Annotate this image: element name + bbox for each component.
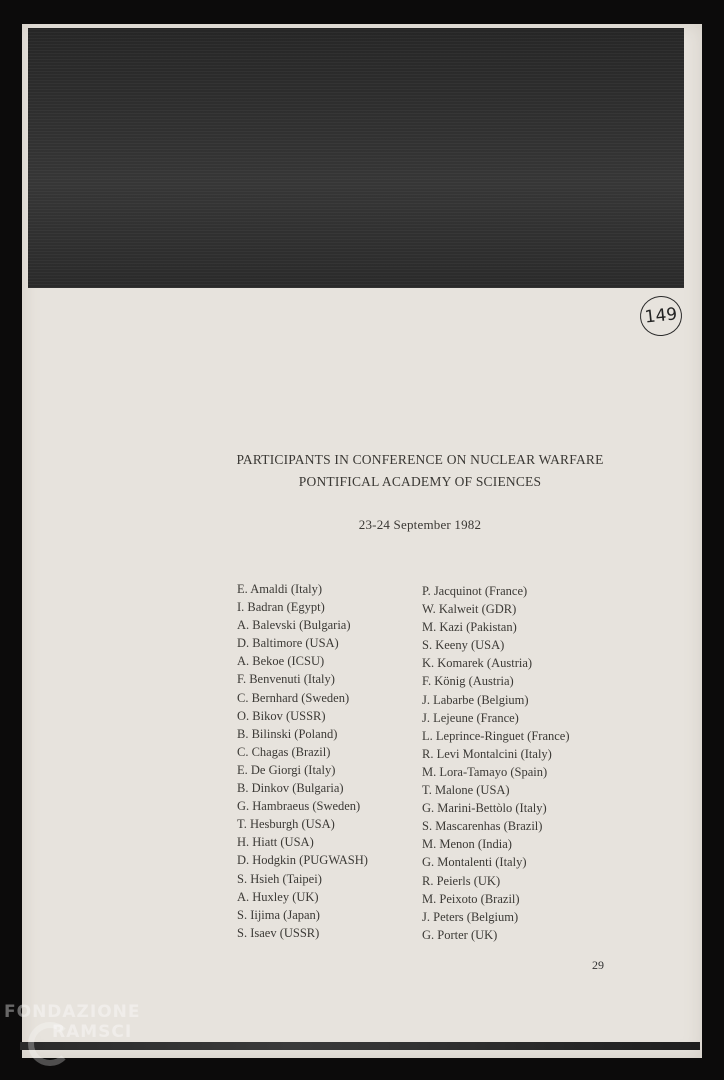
watermark-line2: RAMSCI: [52, 1022, 133, 1042]
scan-bottom-edge: [20, 1042, 700, 1050]
participant-entry: A. Huxley (UK): [237, 889, 319, 904]
participant-entry: J. Lejeune (France): [422, 710, 519, 725]
participant-entry: G. Montalenti (Italy): [422, 855, 527, 870]
participants-list-right: [422, 582, 570, 944]
participant-entry: D. Hodgkin (PUGWASH): [237, 853, 368, 868]
participant-entry: M. Lora-Tamayo (Spain): [422, 764, 548, 779]
archive-watermark: [4, 1002, 141, 1042]
participant-entry: T. Malone (USA): [422, 783, 510, 798]
participant-entry: I. Badran (Egypt): [237, 600, 325, 615]
page-number: 29: [592, 958, 604, 972]
participant-entry: A. Balevski (Bulgaria): [237, 618, 351, 633]
participant-entry: H. Hiatt (USA): [237, 835, 314, 850]
participant-entry: C. Bernhard (Sweden): [237, 690, 350, 705]
participant-entry: F. Benvenuti (Italy): [237, 672, 335, 687]
document-title: PARTICIPANTS IN CONFERENCE ON NUCLEAR WARFARE: [236, 452, 604, 467]
watermark-line1: FONDAZIONE: [4, 1002, 141, 1022]
participant-entry: G. Hambraeus (Sweden): [237, 799, 361, 814]
participant-entry: G. Marini-Bettòlo (Italy): [422, 801, 547, 816]
participant-entry: L. Leprince-Ringuet (France): [422, 728, 570, 743]
participant-entry: K. Komarek (Austria): [422, 656, 533, 671]
participant-entry: R. Levi Montalcini (Italy): [422, 746, 552, 761]
participant-entry: M. Kazi (Pakistan): [422, 620, 517, 635]
participant-entry: J. Labarbe (Belgium): [422, 692, 529, 707]
participant-entry: F. König (Austria): [422, 674, 514, 689]
participant-entry: T. Hesburgh (USA): [237, 817, 335, 832]
participant-entry: B. Bilinski (Poland): [237, 726, 338, 741]
participant-entry: C. Chagas (Brazil): [237, 744, 331, 759]
participant-entry: S. Iijima (Japan): [237, 907, 320, 922]
scan-shadow-band: [28, 28, 684, 288]
participant-entry: A. Bekoe (ICSU): [237, 654, 325, 669]
participant-entry: M. Menon (India): [422, 837, 512, 852]
watermark-logo-icon: [28, 1022, 72, 1066]
participant-entry: P. Jacquinot (France): [422, 584, 528, 598]
participant-entry: J. Peters (Belgium): [422, 909, 519, 924]
participant-entry: G. Porter (UK): [422, 927, 498, 942]
document-subtitle: PONTIFICAL ACADEMY OF SCIENCES: [298, 474, 542, 489]
participant-entry: W. Kalweit (GDR): [422, 602, 517, 617]
participant-entry: D. Baltimore (USA): [237, 636, 339, 651]
participant-entry: B. Dinkov (Bulgaria): [237, 781, 344, 796]
participant-entry: E. Amaldi (Italy): [237, 582, 323, 596]
participant-entry: S. Isaev (USSR): [237, 925, 320, 940]
participant-entry: S. Hsieh (Taipei): [237, 871, 322, 886]
participant-entry: S. Keeny (USA): [422, 638, 505, 653]
participant-entry: M. Peixoto (Brazil): [422, 891, 520, 906]
participant-entry: O. Bikov (USSR): [237, 708, 326, 723]
handwritten-page-mark: 149: [638, 294, 684, 338]
participant-entry: E. De Giorgi (Italy): [237, 762, 336, 777]
conference-date: 23-24 September 1982: [358, 517, 482, 532]
participant-entry: S. Mascarenhas (Brazil): [422, 819, 543, 834]
participant-entry: R. Peierls (UK): [422, 873, 501, 888]
participants-list-left: [237, 580, 368, 942]
